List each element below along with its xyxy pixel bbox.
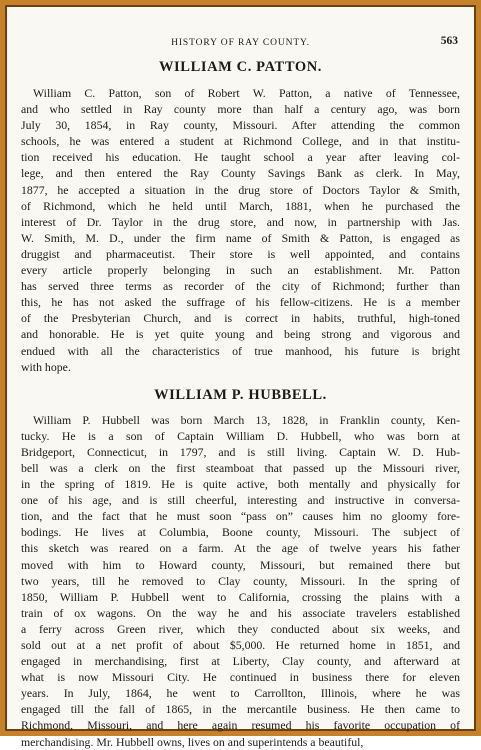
text-line: with hope. — [21, 359, 71, 374]
text-line: moved with him to Howard county, Missouri, but remained there but — [21, 557, 460, 572]
text-line: tion received his education. He taught school a year after leaving col- — [21, 150, 460, 165]
text-line: William C. Patton, son of Robert W. Patton, a native of Tennessee, — [33, 86, 460, 100]
text-line: Richmond, Missouri, and here again resumed his favorite occupation of — [21, 718, 460, 733]
running-head — [21, 19, 460, 48]
scanned-page — [5, 5, 476, 749]
text-line: W. Smith, M. D., under the firm name of Smith & Patton, is engaged as — [21, 230, 460, 245]
text-line: tion, and the fact that he must soon “pass on” causes him no gloomy fore- — [21, 509, 460, 524]
text-line: of the Presbyterian Church, and is correct in habits, truthful, high-toned — [21, 311, 460, 326]
text-line: druggist and pharmaceutist. Their store is well appointed, and contains — [21, 246, 460, 261]
text-line: and honorable. He is yet quite young and being strong and vigorous and — [21, 327, 460, 342]
text-line: and who settled in Ray county more than half a century ago, was born — [21, 102, 460, 117]
text-line: schools, he was entered a student at Richmond College, and in that institu- — [21, 134, 460, 149]
text-line: of Richmond, which he held until March, 1881, when he purchased the — [21, 198, 460, 213]
text-line: merchandising. Mr. Hubbell owns, lives on and superintends a beautiful, — [21, 734, 364, 749]
text-line: July 30, 1854, in Ray county, Missouri. After attending the common — [21, 118, 460, 133]
paragraph-hubbell — [21, 412, 460, 750]
text-line: two years, till he removed to Clay county, Missouri. In the spring of — [21, 573, 460, 588]
text-line: has served three terms as recorder of the city of Richmond; further than — [21, 279, 460, 294]
text-line: in the spring of 1819. He is quite active, both mentally and physically for — [21, 477, 460, 492]
text-line: every article properly belonging in such an establishment. Mr. Patton — [21, 263, 460, 278]
text-line: 1850, William P. Hubbell went to California, crossing the plains with a — [21, 589, 460, 604]
text-line: engaged till the fall of 1865, in the mercantile business. He then came to — [21, 702, 460, 717]
text-line: this, he has not asked the suffrage of his fellow-citizens. He is a member — [21, 295, 460, 310]
text-line: bodings. He lives at Columbia, Boone county, Missouri. The subject of — [21, 525, 460, 540]
running-title: HISTORY OF RAY COUNTY. — [171, 38, 310, 48]
text-line: Bridgeport, Connecticut, in 1797, and is still living. Captain W. D. Hub- — [21, 444, 460, 459]
text-line: tucky. He is a son of Captain William D. Hubbell, who was born at — [21, 428, 460, 443]
text-line: bell was a clerk on the first steamboat that passed up the Missouri river, — [21, 460, 460, 475]
section-heading-hubbell: WILLIAM P. HUBBELL. — [154, 386, 327, 403]
text-line: this sketch was reared on a farm. At the age of twelve years his father — [21, 541, 460, 556]
text-line: endued with all the characteristics of true manhood, his future is bright — [21, 343, 460, 358]
text-line: what is now Missouri City. He continued in business there for eleven — [21, 670, 460, 685]
page-number: 563 — [440, 35, 458, 47]
page-content — [21, 19, 460, 749]
text-line: sold out at a net profit of about $5,000. He returned home in 1851, and — [21, 638, 460, 652]
text-line: train of ox wagons. On the way he and his associate travelers established — [21, 605, 460, 620]
text-line: lege, and then entered the Ray County Savings Bank as clerk. In May, — [21, 166, 460, 181]
text-line: 1877, he accepted a situation in the drug store of Doctors Taylor & Smith, — [21, 182, 460, 197]
text-line: William P. Hubbell was born March 13, 1828, in Franklin county, Ken- — [33, 412, 460, 427]
text-line: a ferry across Green river, which they conducted about six weeks, and — [21, 621, 460, 636]
text-line: interest of Dr. Taylor in the drug store, and now, in partnership with Jas. — [21, 214, 460, 229]
text-line: years. In July, 1864, he went to Carrollton, Illinois, where he was — [21, 686, 460, 701]
text-line: engaged in merchandising, first at Liberty, Clay county, and afterward at — [21, 654, 460, 669]
section-heading-patton: WILLIAM C. PATTON. — [158, 59, 323, 75]
text-line: one of his age, and is still cheerful, interesting and instructive in conversa- — [21, 493, 460, 508]
paragraph-patton — [21, 85, 460, 375]
